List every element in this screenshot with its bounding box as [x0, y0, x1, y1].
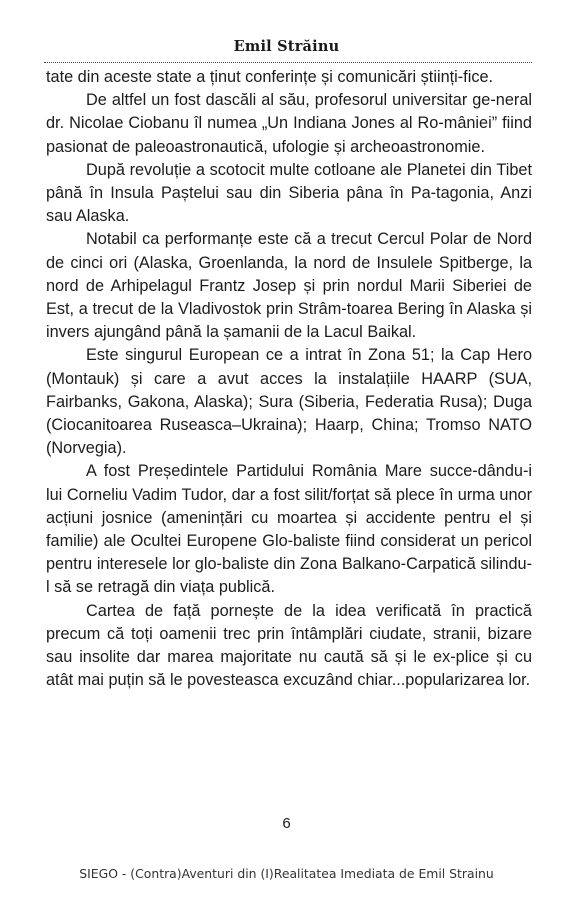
header-dotted-rule: [44, 62, 532, 63]
paragraph: Cartea de față pornește de la idea verificată în practică precum că toți oamenii trec prin întâmplări ciudate, stranii, bizare sau insolite dar marea majoritate nu caută să și le ex-plice și cu atât mai puțin să le povesteasca excuzând chiar...popularizarea lor.: [46, 601, 532, 690]
paragraph: Notabil ca performanțe este că a trecut Cercul Polar de Nord de cinci ori (Alaska, Groenlanda, la nord de Insulele Spitberge, la nord de Arhipelagul Frantz Josep și prin nordul Marii Siberiei de Est, a trecut de la Vladivostok prin Strâm-toarea Bering în Alaska și invers ajungând până la șamanii de la Lacul Baikal.: [46, 230, 532, 342]
paragraph: De altfel un fost dascăli al său, profesorul universitar ge-neral dr. Nicolae Ciobanu îl numea „Un Indiana Jones al Ro-mâniei” fiind pasionat de paleoastronautică, ufologie și archeoastronomie.: [46, 91, 532, 156]
footer-title: SIEGO - (Contra)Aventuri din (I)Realitatea Imediata de Emil Strainu: [79, 866, 494, 881]
page-number: 6: [282, 815, 291, 832]
running-head-author: Emil Străinu: [233, 38, 340, 55]
paragraph: tate din aceste state a ținut conferințe și comunicări științi-fice.: [46, 68, 494, 86]
paragraph: După revoluție a scotocit multe cotloane ale Planetei din Tibet până în Insula Paștelui sau din Siberia pâna în Pa-tagonia, Anzi sau Alaska.: [46, 160, 532, 226]
paragraph: Este singurul European ce a intrat în Zona 51; la Cap Hero (Montauk) și care a avut acces la instalațiile HAARP (SUA, Fairbanks, Gakona, Alaska); Sura (Siberia, Federatia Rusa); Duga (Ciocanitoarea Ruseasca–Ukraina); Haarp, China; Tromso NATO (Norvegia).: [46, 346, 532, 458]
body-text: [46, 66, 532, 692]
paragraph: A fost Președintele Partidului România Mare succe-dându-i lui Corneliu Vadim Tudor, dar a fost silit/forțat să plece în urma unor acțiuni josnice (amenințări cu moartea și accidente pentru el și familie) ale Ocultei Europene Glo-baliste fiind considerat un pericol pentru interesele lor glo-baliste din Zona Balkano-Carpatică silindu-l să se retragă din viața publică.: [46, 462, 532, 597]
